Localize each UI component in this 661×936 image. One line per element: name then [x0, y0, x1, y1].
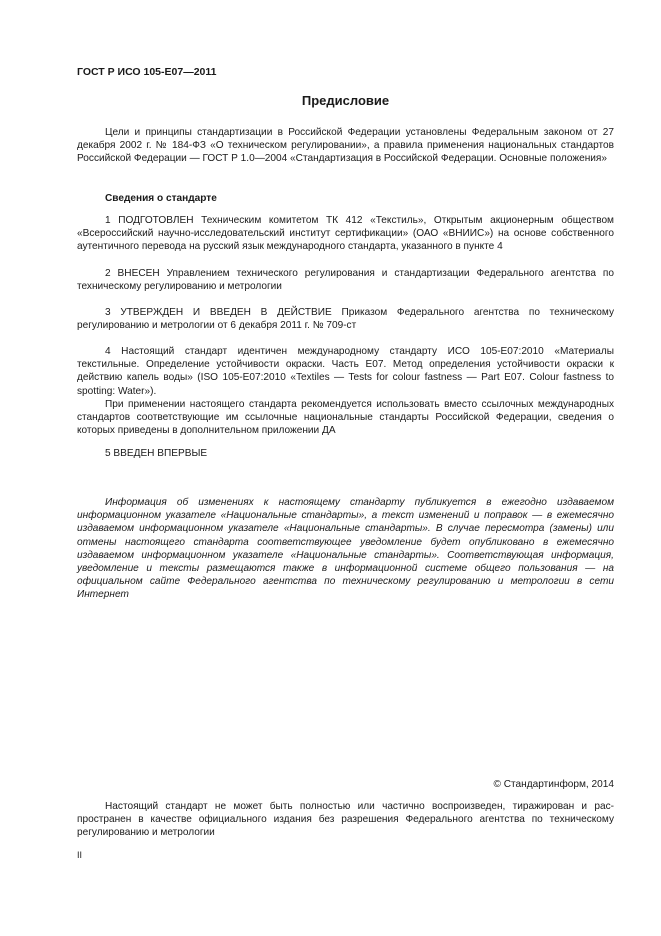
standard-code-header: ГОСТ Р ИСО 105-Е07—2011 — [77, 66, 217, 78]
item-1-block — [77, 214, 614, 254]
item-2-block — [77, 267, 614, 293]
subtitle-block — [77, 192, 614, 205]
item-paragraph: 2 ВНЕСЕН Управлением технического регулирования и стандартизации Федерального агентства по техническому регулированию и метрологии — [77, 268, 614, 293]
item-paragraph: 1 ПОДГОТОВЛЕН Техническим комитетом ТК 412 «Текстиль», Открытым акционерным обществом «Всероссийский научно-исследовательский институт сертификации» (ОАО «ВНИИС») на основе собственного аутентичного перевода на русский язык международного стандарта, указанного в пункте 4 — [77, 215, 614, 253]
item-paragraph: 4 Настоящий стандарт идентичен международному стандарту ИСО 105-Е07:2010 «Материалы текстильные. Определение устойчивости окраски. Часть Е07. Метод определения устойчивости окраски к действию капель воды» (ISO 105-E07:2010 «Textiles — Tests for colour fastness — Part E07. Colour fastness to spotting: Water»). — [77, 346, 614, 397]
info-paragraph: Информация об изменениях к настоящему стандарту публикуется в ежегодно издаваемом информационном указателе «Национальные стандарты», а текст изменений и поправок — в ежемесячно издаваемом информационном указателе «Национальные стандарты». В случае пересмотра (замены) или отмены настоящего стандарта соответствующее уведомление будет опубликовано в ежемесячно издаваемом информационном указателе «Национальные стандарты». Соответствующая информация, уведомление и тексты размещаются также в информационной системе общего пользования — на официальном сайте Федерального агентства по техническому регулированию и метрологии в сети Интернет — [77, 497, 614, 601]
intro-block — [77, 126, 614, 166]
section-subtitle: Сведения о стандарте — [105, 193, 217, 204]
notice-paragraph: Настоящий стандарт не может быть полностью или частично воспроизведен, тиражирован и распространен в качестве официального издания без разрешения Федерального агентства по техническому регулированию и метрологии — [77, 801, 614, 839]
item-paragraph: 3 УТВЕРЖДЕН И ВВЕДЕН В ДЕЙСТВИЕ Приказом Федерального агентства по техническому регулированию и метрологии от 6 декабря 2011 г. № 709-ст — [77, 307, 614, 332]
info-block — [77, 496, 614, 602]
intro-paragraph: Цели и принципы стандартизации в Российской Федерации установлены Федеральным законом от 27 декабря 2002 г. № 184-ФЗ «О техническом регулировании», а правила применения национальных стандартов Российской Федерации — ГОСТ Р 1.0—2004 «Стандартизация в Российской Федерации. Основные положения» — [77, 127, 614, 165]
item-4-block — [77, 345, 614, 437]
notice-block — [77, 800, 614, 840]
page-title: Предисловие — [301, 93, 390, 108]
page-number: II — [77, 850, 83, 860]
copyright-line: © Стандартинформ, 2014 — [493, 779, 614, 790]
item-paragraph: 5 ВВЕДЕН ВПЕРВЫЕ — [105, 448, 208, 459]
item-3-block — [77, 306, 614, 332]
item-5-block — [77, 447, 614, 460]
item-paragraph: При применении настоящего стандарта рекомендуется использовать вместо ссылочных международных стандартов соответствующие им ссылочные национальные стандарты Российской Федерации, сведения о которых приведены в дополнительном приложении ДА — [77, 398, 614, 437]
